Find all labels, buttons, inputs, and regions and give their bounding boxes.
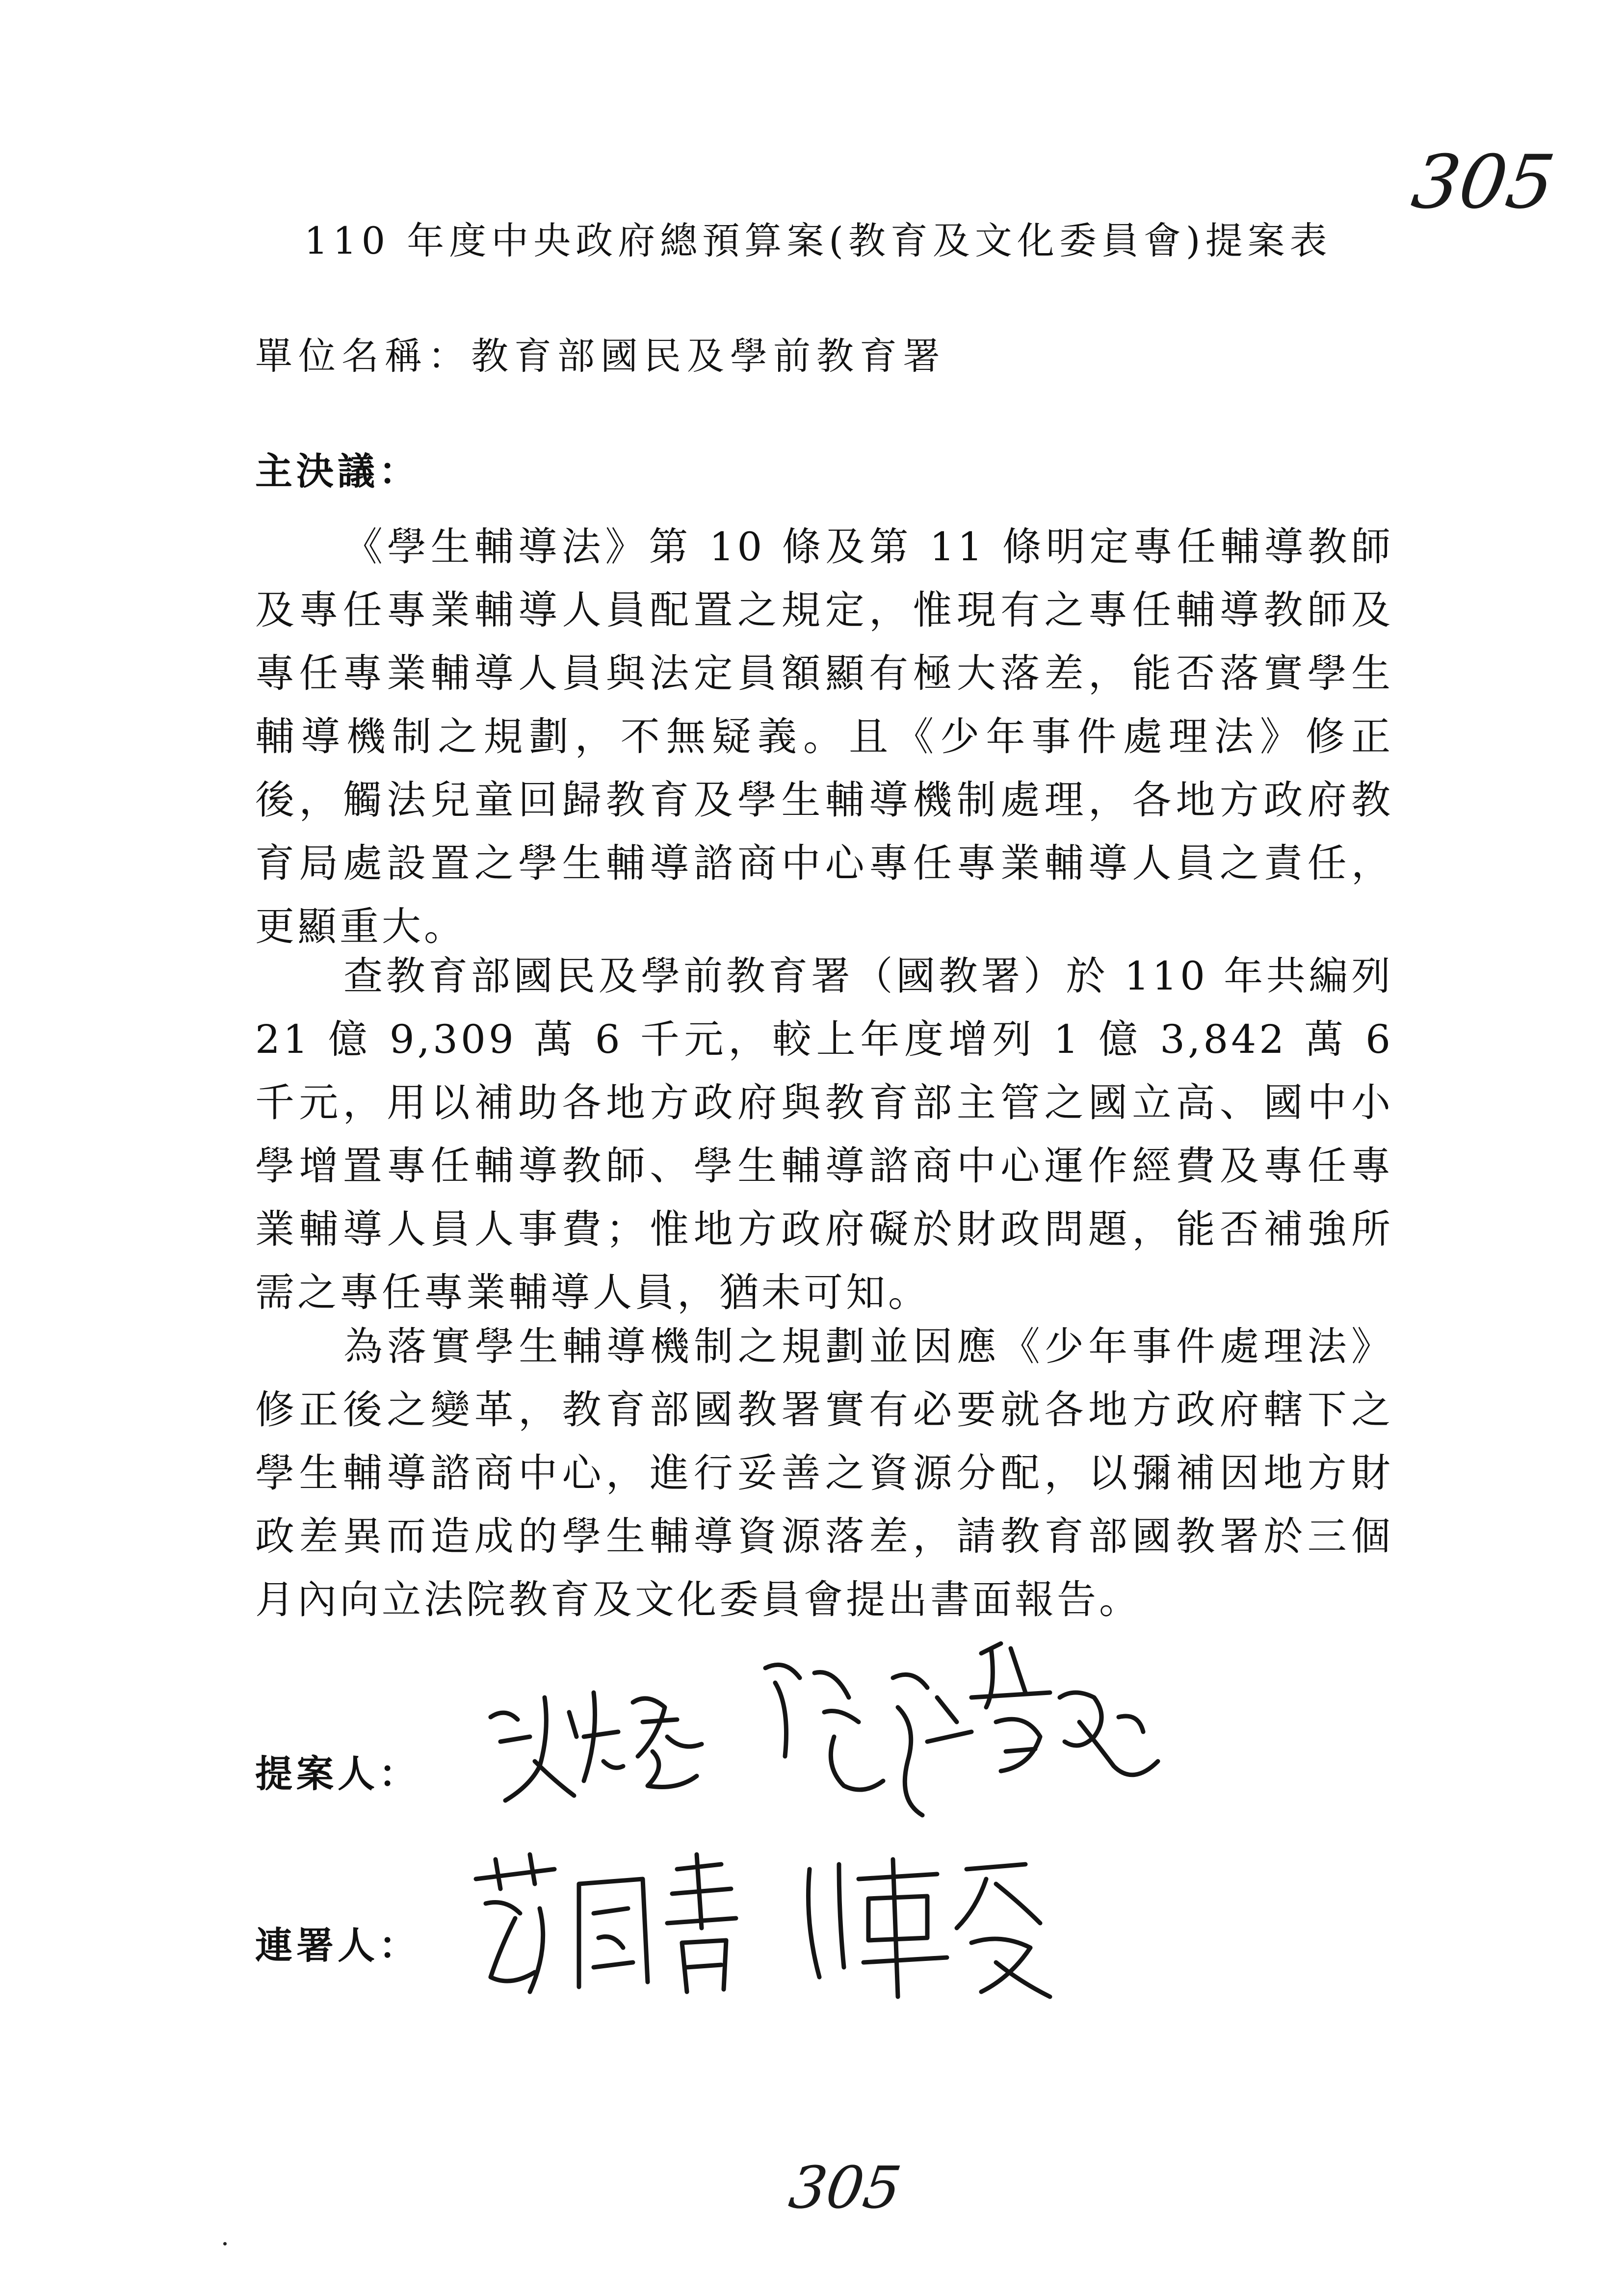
page-number-bottom: 305 xyxy=(785,2154,905,2221)
section-heading-main-resolution: 主決議： xyxy=(255,449,420,493)
cosigner-label: 連署人： xyxy=(255,1924,420,1967)
paragraph-1: 《學生輔導法》第 10 條及第 11 條明定專任輔導教師及專任專業輔導人員配置之規定，惟現有之專任輔導教師及專任專業輔導人員與法定員額顯有極大落差，能否落實學生輔導機制之規劃，不無疑義。且《少年事件處理法》修正後，觸法兒童回歸教育及學生輔導機制處理，各地方政府教育局處設置之學生輔導諮商中心專任專業輔導人員之責任，更顯重大。 xyxy=(255,524,1393,949)
scan-speck xyxy=(223,2242,227,2245)
unit-name: 單位名稱：教育部國民及學前教育署 xyxy=(255,334,946,378)
cosigner-signatures-handwritten xyxy=(466,1850,1104,2011)
paragraph-2: 查教育部國民及學前教育署（國教署）於 110 年共編列 21 億 9,309 萬 6 千元，較上年度增列 1 億 3,842 萬 6 千元，用以補助各地方政府與教育部主管之國立高、國中小學增置專任輔導教師、學生輔導諮商中心運作經費及專任專業輔導人員人事費；惟地方政府礙於財政問題，能否補強所需之專任專業輔導人員，猶未可知。 xyxy=(255,953,1393,1315)
page-number-top: 305 xyxy=(1407,140,1560,225)
proposer-label: 提案人： xyxy=(255,1752,420,1796)
paragraph-3: 為落實學生輔導機制之規劃並因應《少年事件處理法》修正後之變革，教育部國教署實有必要就各地方政府轄下之學生輔導諮商中心，進行妥善之資源分配，以彌補因地方財政差異而造成的學生輔導資源落差，請教育部國教署於三個月內向立法院教育及文化委員會提出書面報告。 xyxy=(255,1324,1393,1622)
document-title: 110 年度中央政府總預算案(教育及文化委員會)提案表 xyxy=(304,219,1332,262)
proposer-signatures-handwritten xyxy=(471,1639,1305,1835)
